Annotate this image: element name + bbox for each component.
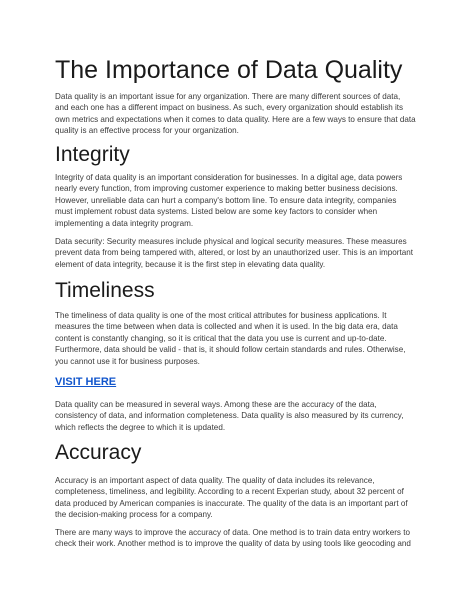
integrity-heading: Integrity bbox=[55, 143, 130, 166]
accuracy-paragraph-1 bbox=[55, 475, 425, 521]
accuracy-paragraph-2 bbox=[55, 527, 425, 550]
timeliness-paragraph-2 bbox=[55, 399, 425, 433]
text-line: nearly every function, from improving customer experience to making better business decisions. bbox=[55, 184, 398, 194]
text-line: data produced by American companies is inaccurate. The quality of the data is an important part of bbox=[55, 498, 408, 508]
integrity-paragraph-1 bbox=[55, 172, 425, 229]
timeliness-paragraph-1 bbox=[55, 310, 425, 367]
text-line: measures the time between when data is collected and when it is used. In the big data era, data bbox=[55, 322, 398, 332]
text-line: must implement robust data systems. Listed below are some key factors to consider when bbox=[55, 207, 378, 217]
text-line: completeness, timeliness, and legibility. According to a recent Experian study, about 32 percent of bbox=[55, 487, 404, 497]
text-line: Furthermore, data should be valid - that is, it should follow certain standards and rules. Otherwise, bbox=[55, 345, 406, 355]
timeliness-heading: Timeliness bbox=[55, 279, 155, 302]
text-line: consistency of data, and information completeness. Data quality is also measured by its currency, bbox=[55, 411, 404, 421]
text-line: Accuracy is an important aspect of data quality. The quality of data includes its relevance, bbox=[55, 476, 375, 485]
text-line: the decision-making process for a company. bbox=[55, 510, 213, 520]
text-line: and each one has a different impact on business. As such, every organization should establish its bbox=[55, 103, 404, 113]
text-line: own metrics and expectations when it comes to data quality. Here are a few ways to ensure that data bbox=[55, 114, 416, 124]
accuracy-heading: Accuracy bbox=[55, 441, 142, 464]
text-line: element of data integrity, because it is the first step in elevating data quality. bbox=[55, 259, 326, 269]
visit-here-link[interactable]: VISIT HERE bbox=[55, 376, 117, 388]
text-line: which reflects the degree to which it is updated. bbox=[55, 422, 226, 432]
integrity-paragraph-2 bbox=[55, 236, 425, 270]
text-line: However, unreliable data can hurt a company's bottom line. To ensure data integrity, companies bbox=[55, 195, 397, 205]
intro-paragraph bbox=[55, 91, 425, 137]
text-line: There are many ways to improve the accuracy of data. One method is to train data entry workers to bbox=[55, 528, 410, 537]
text-line: Data quality can be measured in several ways. Among these are the accuracy of the data, bbox=[55, 400, 377, 409]
text-line: Data quality is an important issue for any organization. There are many different sources of data, bbox=[55, 92, 401, 101]
text-line: prevent data from being tampered with, altered, or lost by an unauthorized user. This is an important bbox=[55, 248, 413, 258]
text-line: you cannot use it for business purposes. bbox=[55, 356, 200, 366]
text-line: content is constantly changing, so it is critical that the data you use is current and up-to-date. bbox=[55, 333, 387, 343]
text-line: quality is an effective process for your organization. bbox=[55, 126, 239, 136]
text-line: check their work. Another method is to improve the quality of data by using tools like geocoding and bbox=[55, 539, 411, 549]
text-line: Integrity of data quality is an important consideration for businesses. In a digital age, data powers bbox=[55, 173, 403, 182]
text-line: Data security: Security measures include physical and logical security measures. These measures bbox=[55, 237, 407, 246]
text-line: The timeliness of data quality is one of the most critical attributes for business applications. It bbox=[55, 311, 387, 320]
page-title: The Importance of Data Quality bbox=[55, 56, 403, 84]
text-line: implementing a data integrity program. bbox=[55, 218, 194, 228]
